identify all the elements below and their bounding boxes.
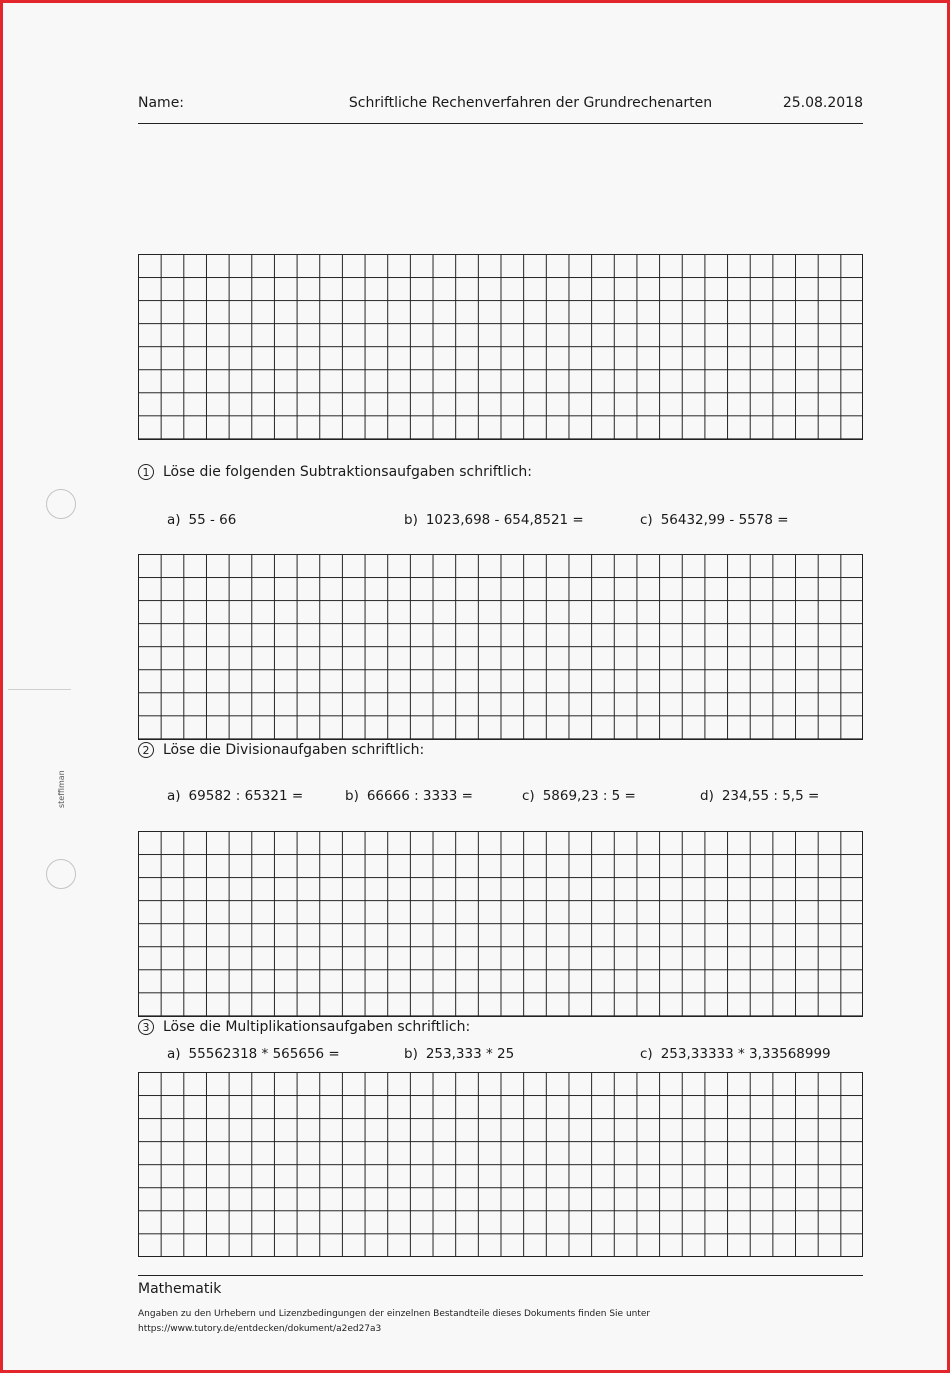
problem-expression: 1023,698 - 654,8521 = <box>425 512 584 528</box>
problem-label: c) <box>640 512 653 528</box>
task-3-instruction: Löse die Multiplikationsaufgaben schriftlich: <box>163 1019 471 1035</box>
problem-expression: 69582 : 65321 = <box>188 788 304 804</box>
punch-hole-top <box>46 489 76 519</box>
problem-label: c) <box>522 788 535 804</box>
license-link[interactable]: https://www.tutory.de/entdecken/dokument/a2ed27a3 <box>138 1324 382 1334</box>
problem-label: a) <box>167 788 181 804</box>
problem-label: a) <box>167 1046 181 1062</box>
squared-grid-task-3 <box>138 1072 863 1257</box>
fold-mark <box>8 689 71 690</box>
punch-hole-bottom <box>46 859 76 889</box>
squared-grid-task-2 <box>138 831 863 1017</box>
task-3-problem-b <box>404 1046 514 1062</box>
problem-label: b) <box>404 1046 418 1062</box>
task-3-problem-c <box>640 1046 831 1062</box>
task-2-heading <box>138 740 424 760</box>
problem-label: a) <box>167 512 181 528</box>
problem-label: c) <box>640 1046 653 1062</box>
subject-label: Mathematik <box>138 1281 222 1297</box>
task-3-problem-a <box>167 1046 340 1062</box>
footer-rule <box>138 1275 863 1276</box>
problem-label: b) <box>345 788 359 804</box>
problem-expression: 66666 : 3333 = <box>366 788 473 804</box>
task-2-instruction: Löse die Divisionaufgaben schriftlich: <box>163 742 425 758</box>
problem-expression: 234,55 : 5,5 = <box>721 788 820 804</box>
task-1-problem-b <box>404 512 584 528</box>
page-header <box>138 95 863 115</box>
task-1-number: 1 <box>138 464 154 480</box>
task-1-problem-a <box>167 512 236 528</box>
task-3-heading <box>138 1017 470 1037</box>
license-text: Angaben zu den Urhebern und Lizenzbedingungen der einzelnen Bestandteile dieses Dokuments finden Sie unter <box>138 1309 651 1319</box>
name-label: Name: <box>138 95 185 111</box>
problem-expression: 253,33333 * 3,33568999 <box>660 1046 831 1062</box>
squared-grid-intro <box>138 254 863 440</box>
task-2-problem-b <box>345 788 473 804</box>
problem-expression: 253,333 * 25 <box>425 1046 515 1062</box>
header-rule <box>138 123 863 124</box>
license-note <box>138 1307 650 1337</box>
task-2-number: 2 <box>138 742 154 758</box>
task-1-heading <box>138 462 532 482</box>
problem-expression: 5869,23 : 5 = <box>542 788 636 804</box>
problem-label: b) <box>404 512 418 528</box>
page-title: Schriftliche Rechenverfahren der Grundrechenarten <box>348 95 713 111</box>
problem-expression: 55 - 66 <box>188 512 237 528</box>
task-1-problem-c <box>640 512 789 528</box>
author-label: steffiman <box>57 770 66 808</box>
problem-expression: 55562318 * 565656 = <box>188 1046 340 1062</box>
task-3-number: 3 <box>138 1019 154 1035</box>
task-2-problem-a <box>167 788 303 804</box>
problem-expression: 56432,99 - 5578 = <box>660 512 789 528</box>
problem-label: d) <box>700 788 714 804</box>
task-2-problem-c <box>522 788 636 804</box>
date-label: 25.08.2018 <box>782 95 863 111</box>
task-1-instruction: Löse die folgenden Subtraktionsaufgaben schriftlich: <box>163 464 533 480</box>
task-2-problem-d <box>700 788 819 804</box>
squared-grid-task-1 <box>138 554 863 740</box>
